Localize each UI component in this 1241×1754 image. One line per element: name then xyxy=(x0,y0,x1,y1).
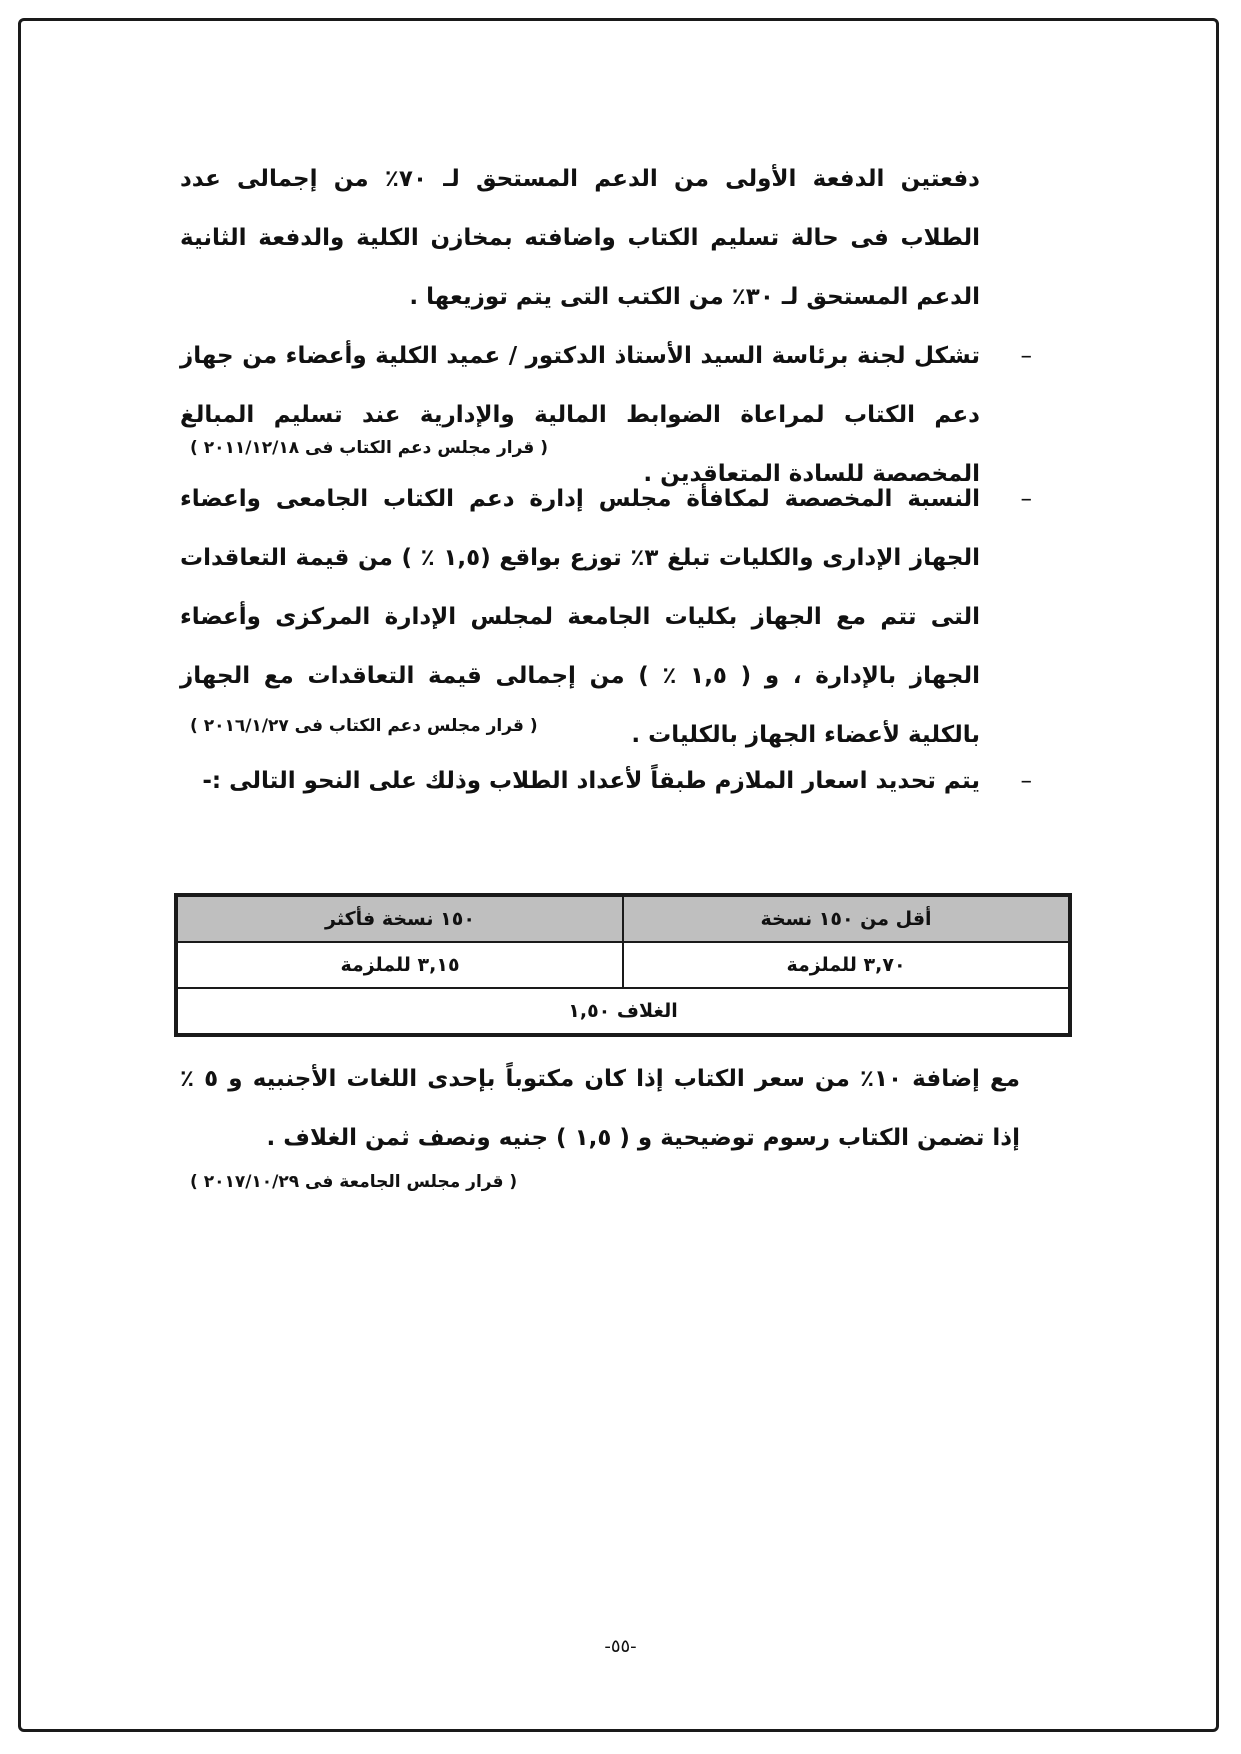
table-row xyxy=(176,942,1070,988)
table-header-cell: ١٥٠ نسخة فأكثر xyxy=(176,895,623,942)
table-header-row xyxy=(176,895,1070,942)
pricing-table xyxy=(174,893,1072,1037)
paragraph-committee: تشكل لجنة برئاسة السيد الأستاذ الدكتور / عميد الكلية وأعضاء من جهاز دعم الكتاب لمراعاة الضوابط المالية والإدارية عند تسليم المبالغ المخصصة للسادة المتعاقدين . xyxy=(180,343,980,487)
table-footer-cell: الغلاف ١,٥٠ xyxy=(176,988,1070,1035)
bullet-pricing xyxy=(180,752,1032,811)
bullet-dash: – xyxy=(1020,486,1032,512)
page-number: -٥٥- xyxy=(604,1636,637,1657)
bullet-dash: – xyxy=(1020,768,1032,794)
bullet-dash: – xyxy=(1020,343,1032,369)
table-cell: ٣,٧٠ للملزمة xyxy=(623,942,1070,988)
paragraph-pricing-intro: يتم تحديد اسعار الملازم طبقاً لأعداد الطلاب وذلك على النحو التالى :- xyxy=(202,768,980,794)
reference-decision-2017: ( قرار مجلس الجامعة فى ٢٠١٧/١٠/٢٩ ) xyxy=(190,1172,518,1192)
reference-decision-2011: ( قرار مجلس دعم الكتاب فى ٢٠١١/١٢/١٨ ) xyxy=(190,438,548,458)
paragraph-reward-percentage: النسبة المخصصة لمكافأة مجلس إدارة دعم الكتاب الجامعى واعضاء الجهاز الإدارى والكليات تبلغ ٣٪ توزع بواقع (١,٥ ٪ ) من قيمة التعاقدات التى تتم مع الجهاز بكليات الجامعة لمجلس الإدارة المركزى وأعضاء الجهاز بالإدارة ، و ( ١,٥ ٪ ) من إجمالى قيمة التعاقدات مع الجهاز بالكلية لأعضاء الجهاز بالكليات . xyxy=(180,486,981,748)
reference-decision-2016: ( قرار مجلس دعم الكتاب فى ٢٠١٦/١/٢٧ ) xyxy=(190,716,538,736)
paragraph-additions: مع إضافة ١٠٪ من سعر الكتاب إذا كان مكتوباً بإحدى اللغات الأجنبيه و ٥ ٪ إذا تضمن الكتاب رسوم توضيحية و ( ١,٥ ) جنيه ونصف ثمن الغلاف . xyxy=(180,1066,1020,1151)
document-body-4 xyxy=(180,1050,1020,1168)
table-cell: ٣,١٥ للملزمة xyxy=(176,942,623,988)
table-footer-row xyxy=(176,988,1070,1035)
table-header-cell: أقل من ١٥٠ نسخة xyxy=(623,895,1070,942)
document-body-3 xyxy=(180,752,1032,811)
paragraph-payment-installments: دفعتين الدفعة الأولى من الدعم المستحق لـ ٧٠٪ من إجمالى عدد الطلاب فى حالة تسليم الكتاب واضافته بمخازن الكلية والدفعة الثانية الدعم المستحق لـ ٣٠٪ من الكتب التى يتم توزيعها . xyxy=(180,166,980,310)
